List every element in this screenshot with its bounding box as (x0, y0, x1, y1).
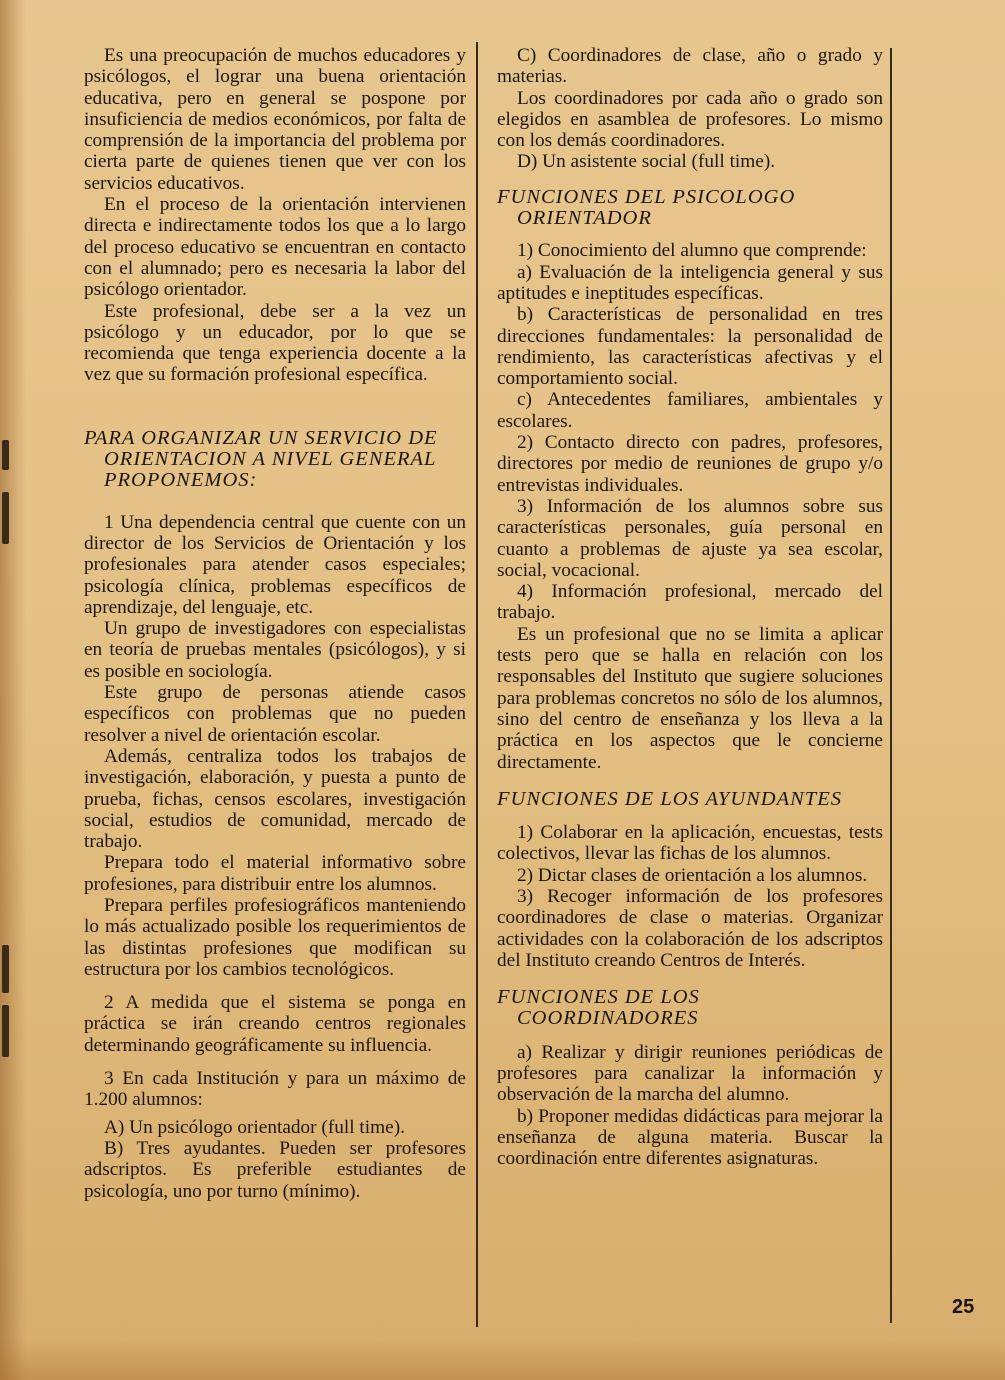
heading-line: ORIENTACION A NIVEL GENERAL (104, 448, 437, 471)
section-heading-ayudantes (497, 789, 883, 810)
heading-line: FUNCIONES DE LOS (497, 986, 700, 1009)
list-item-a: A) Un psicólogo orientador (full time). (104, 1116, 405, 1138)
heading-line: PARA ORGANIZAR UN SERVICIO DE (84, 426, 438, 449)
heading-line: FUNCIONES DEL PSICOLOGO (497, 185, 796, 208)
right-border-rule (890, 48, 892, 1323)
psicologo-item: Es un profesional que no se limita a aplicar tests pero que se halla en relación con los responsables del Instituto que sugiere soluciones para problemas concretos no sólo de los alumnos, sino del centro de enseñanza y los lleva a la práctica en los aspectos que le concierne directamente. (497, 623, 883, 773)
ayudantes-item: 2) Dictar clases de orientación a los alumnos. (517, 864, 868, 886)
binder-mark (2, 1005, 9, 1057)
section-heading-psicologo (497, 187, 883, 230)
psicologo-item: b) Características de personalidad en tres direcciones fundamentales: la personalidad de rendimiento, las características afectivas y el comportamiento social. (497, 304, 883, 390)
list-item-c: C) Coordinadores de clase, año o grado y materias. (497, 45, 883, 88)
binder-mark (2, 492, 9, 544)
point-2-paragraph: 2 A medida que el sistema se ponga en práctica se irán creando centros regionales determinando geográficamente su influencia. (84, 992, 466, 1056)
psicologo-item: 3) Información de los alumnos sobre sus características personales, guía personal en cuanto a problemas de ajuste ya sea escolar, social, vocacional. (497, 495, 883, 581)
proposal-paragraph: Prepara perfiles profesiográficos manteniendo lo más actualizado posible los requerimientos de las distintas profesiones que modifican su estructura por los cambios tecnológicos. (84, 894, 466, 980)
binder-mark (2, 945, 9, 993)
proposal-paragraph: Un grupo de investigadores con especialistas en teoría de pruebas mentales (psicólogos), y si es posible en sociología. (84, 618, 466, 682)
proposal-paragraph: Este grupo de personas atiende casos específicos con problemas que no pueden resolver a nivel de orientación escolar. (84, 682, 466, 746)
section-heading-coordinadores (497, 987, 883, 1030)
proposal-paragraph: Además, centraliza todos los trabajos de investigación, elaboración, y puesta a punto de prueba, fichas, censos escolares, investigación social, estudios de comunidad, mercado de trabajo. (84, 745, 466, 853)
left-column (84, 45, 466, 1202)
ayudantes-item: 1) Colaborar en la aplicación, encuestas, tests colectivos, llevar las fichas de los alumnos. (497, 822, 883, 865)
list-item-c-detail: Los coordinadores por cada año o grado son elegidos en asamblea de profesores. Lo mismo con los demás coordinadores. (497, 87, 883, 152)
binder-mark (2, 440, 9, 470)
heading-line: PROPONEMOS: (104, 469, 258, 492)
psicologo-item: 1) Conocimiento del alumno que comprende: (517, 240, 867, 262)
proposal-paragraph: 1 Una dependencia central que cuente con un director de los Servicios de Orientación y los profesionales para atender casos especiales; psicología clínica, problemas específicos de aprendizaje, del lenguaje, etc. (84, 511, 466, 618)
coordinadores-item: b) Proponer medidas didácticas para mejorar la enseñanza de alguna materia. Buscar la coordinación entre diferentes asignaturas. (497, 1105, 883, 1170)
psicologo-item: 2) Contacto directo con padres, profesores, directores por medio de reuniones de grupo y/o entrevistas individuales. (497, 432, 883, 496)
proposal-paragraph: Prepara todo el material informativo sobre profesiones, para distribuir entre los alumnos. (84, 852, 466, 895)
list-item-b: B) Tres ayudantes. Pueden ser profesores adscriptos. Es preferible estudiantes de psicología, uno por turno (mínimo). (84, 1137, 466, 1202)
list-item-d: D) Un asistente social (full time). (517, 151, 776, 173)
page-number: 25 (952, 1296, 975, 1318)
heading-line: ORIENTADOR (517, 207, 652, 230)
heading-line: FUNCIONES DE LOS AYUNDANTES (497, 787, 842, 810)
psicologo-item: 4) Información profesional, mercado del trabajo. (497, 581, 883, 624)
right-column (497, 45, 883, 1170)
section-heading-organizar (84, 428, 466, 492)
page-bottom-shadow (0, 1340, 1005, 1380)
intro-paragraph: Este profesional, debe ser a la vez un psicólogo y un educador, por lo que se recomienda que tenga experiencia docente a la vez que su formación profesional específica. (84, 300, 466, 386)
intro-paragraph: En el proceso de la orientación intervienen directa e indirectamente todos los que a lo largo del proceso educativo se encuentran en contacto con el alumnado; pero es necesaria la labor del psicólogo orientador. (84, 194, 466, 301)
ayudantes-item: 3) Recoger información de los profesores coordinadores de clase o materias. Organizar actividades con la colaboración de los adscriptos del Instituto creando Centros de Interés. (497, 885, 883, 971)
page-edge-shadow (0, 0, 26, 1380)
column-divider (476, 42, 478, 1327)
coordinadores-item: a) Realizar y dirigir reuniones periódicas de profesores para canalizar la información y observación de la marcha del alumno. (497, 1041, 883, 1106)
point-3-paragraph: 3 En cada Institución y para un máximo de 1.200 alumnos: (84, 1068, 466, 1111)
psicologo-item: a) Evaluación de la inteligencia general y sus aptitudes e ineptitudes específicas. (497, 261, 883, 304)
intro-paragraph: Es una preocupación de muchos educadores y psicólogos, el lograr una buena orientación educativa, pero en general se pospone por insuficiencia de medios económicos, por falta de comprensión de la importancia del problema por cierta parte de quienes tienen que ver con los servicios educativos. (84, 45, 466, 194)
heading-line: COORDINADORES (517, 1007, 699, 1030)
psicologo-item: c) Antecedentes familiares, ambientales y escolares. (497, 389, 883, 432)
